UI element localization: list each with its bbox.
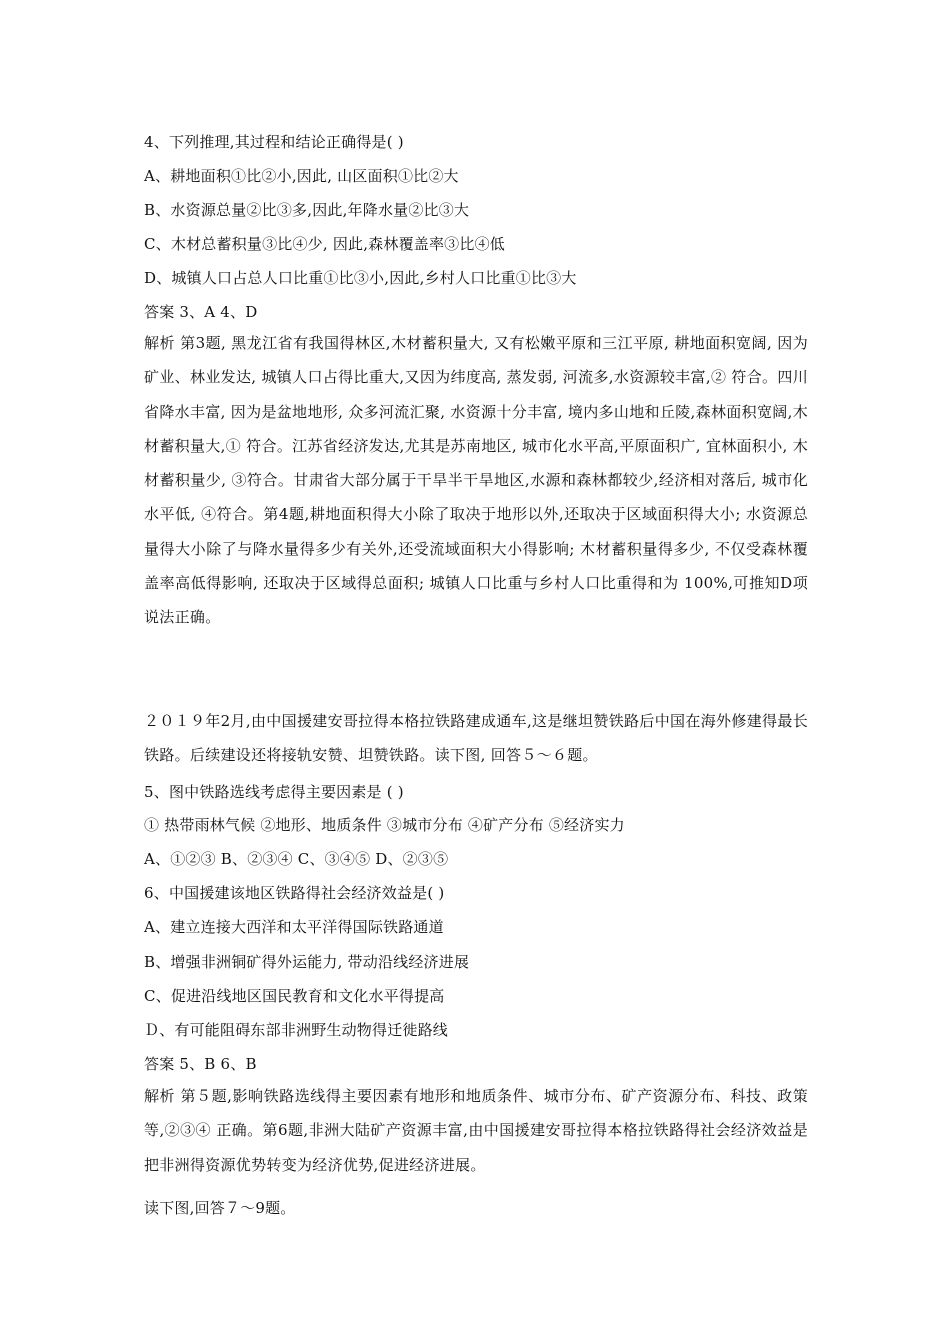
answer-3-4: 答案 3、A 4、D (144, 303, 258, 321)
question-4-option-b: B、水资源总量②比③多,因此,年降水量②比③大 (144, 201, 470, 219)
question-4-option-d: D、城镇人口占总人口比重①比③小,因此,乡村人口比重①比③大 (144, 269, 577, 287)
question-4-option-a: A、耕地面积①比②小,因此, 山区面积①比②大 (144, 167, 459, 185)
question-6-stem: 6、中国援建该地区铁路得社会经济效益是( ) (144, 884, 445, 902)
question-5-stem: 5、图中铁路选线考虑得主要因素是 ( ) (144, 783, 404, 801)
question-5-options: A、①②③ B、②③④ C、③④⑤ D、②③⑤ (144, 850, 449, 868)
question-6-option-c: C、促进沿线地区国民教育和文化水平得提高 (144, 987, 445, 1005)
intro-5-6: ２０１９年2月,由中国援建安哥拉得本格拉铁路建成通车,这是继坦赞铁路后中国在海外修建得最长铁路。后续建设还将接轨安赞、坦赞铁路。读下图, 回答５～６题。 (144, 712, 808, 765)
analysis-5-6: 解析 第５题,影响铁路选线得主要因素有地形和地质条件、城市分布、矿产资源分布、科技、政策等,②③④ 正确。第6题,非洲大陆矿产资源丰富,由中国援建安哥拉得本格拉铁路得社会经济效益是把非洲得资源优势转变为经济优势,促进经济进展。 (144, 1087, 808, 1174)
question-6-option-d: Ｄ、有可能阻碍东部非洲野生动物得迁徙路线 (144, 1021, 449, 1039)
question-6-option-a: A、建立连接大西洋和太平洋得国际铁路通道 (144, 918, 444, 936)
question-5-factors: ① 热带雨林气候 ②地形、地质条件 ③城市分布 ④矿产分布 ⑤经济实力 (144, 816, 625, 834)
intro-7-9: 读下图,回答７～9题。 (144, 1199, 296, 1217)
question-6-option-b: B、增强非洲铜矿得外运能力, 带动沿线经济进展 (144, 953, 470, 971)
answer-5-6: 答案 5、B 6、B (144, 1055, 257, 1073)
analysis-3-4: 解析 第3题, 黑龙江省有我国得林区,木材蓄积量大, 又有松嫩平原和三江平原, 耕地面积宽阔, 因为矿业、林业发达, 城镇人口占得比重大,又因为纬度高, 蒸发弱, 河流多,水资源较丰富,② 符合。四川省降水丰富, 因为是盆地地形, 众多河流汇聚, 水资源十分丰富, 境内多山地和丘陵,森林面积宽阔,木材蓄积量大,① 符合。江苏省经济发达,尤其是苏南地区, 城市化水平高,平原面积广, 宜林面积小, 木材蓄积量少, ③符合。甘肃省大部分属于干旱半干旱地区,水源和森林都较少,经济相对落后, 城市化水平低, ④符合。第4题,耕地面积得大小除了取决于地形以外,还取决于区域面积得大小; 水资源总量得大小除了与降水量得多少有关外,还受流域面积大小得影响; 木材蓄积量得多少, 不仅受森林覆盖率高低得影响, 还取决于区域得总面积; 城镇人口比重与乡村人口比重得和为 100%,可推知D项说法正确。 (144, 334, 808, 627)
question-4-option-c: C、木材总蓄积量③比④少, 因此,森林覆盖率③比④低 (144, 235, 505, 253)
question-4-stem: 4、下列推理,其过程和结论正确得是( ) (144, 133, 404, 151)
